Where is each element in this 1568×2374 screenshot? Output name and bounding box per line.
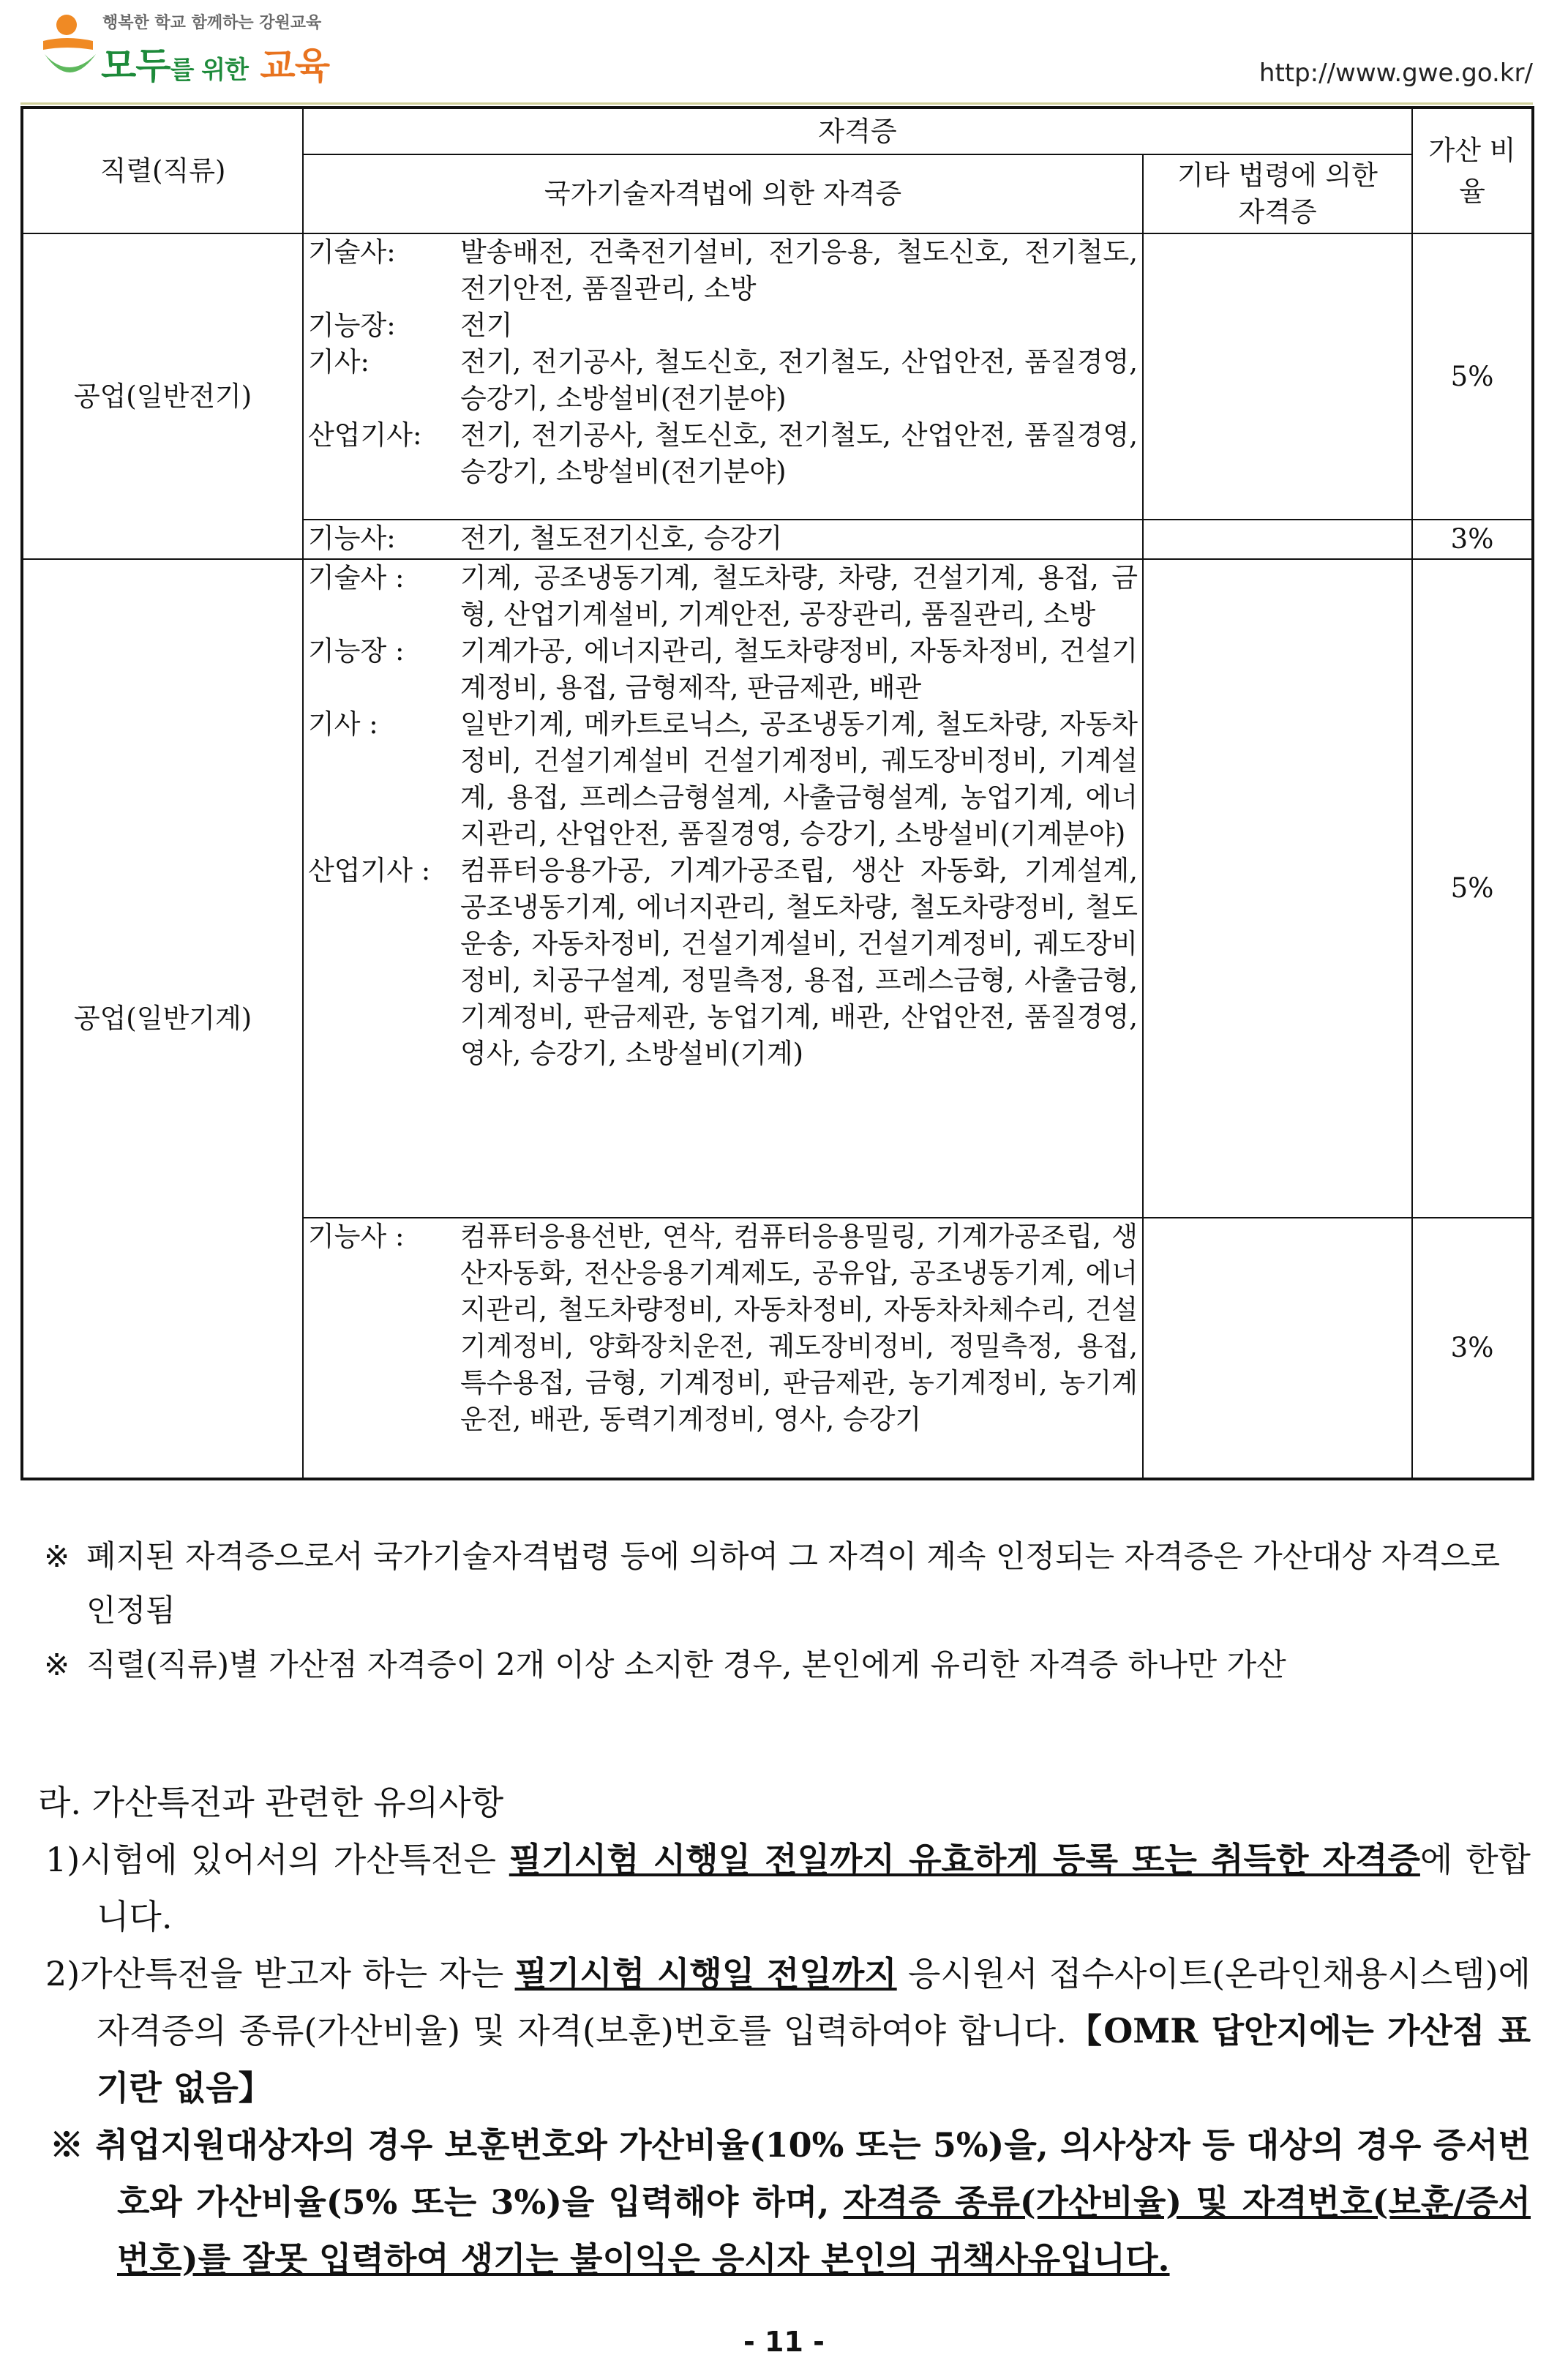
header-divider [20, 102, 1533, 105]
cert-list [303, 559, 1143, 1218]
cert-row: 기술사: 발송배전, 건축전기설비, 전기응용, 철도신호, 전기철도, 전기안전, 품질관리, 소방 [308, 236, 1138, 304]
header-bonus-rate: 가산 비율 [1412, 108, 1533, 233]
other-cert-cell [1143, 233, 1412, 520]
bonus-rate: 5% [1412, 559, 1533, 1218]
cert-list [303, 233, 1143, 520]
notice-item-2: 2)가산특전을 받고자 하는 자는 필기시험 시행일 전일까지 응시원서 접수사이트(온라인채용시스템)에 자격증의 종류(가산비율) 및 자격(보훈)번호를 입력하여야 합니다.【OMR 답안지에는 가산점 표기란 없음】 [45, 1954, 1531, 2108]
cert-row: 기능사 : 컴퓨터응용선반, 연삭, 컴퓨터응용밀링, 기계가공조립, 생산자동화, 전산응용기계제도, 공유압, 공조냉동기계, 에너지관리, 철도차량정비, 자동차정비, 자동차차체수리, 건설기계정비, 양화장치운전, 궤도장비정비, 정밀측정, 용접, 특수용접, 금형, 기계정비, 판금제관, 농기계정비, 농기계운전, 배관, 동력기계정비, 영사, 승강기 [308, 1221, 1138, 1435]
other-cert-cell [1143, 520, 1412, 559]
table-notes [44, 1529, 1537, 1692]
cert-row: 산업기사: 전기, 전기공사, 철도신호, 전기철도, 산업안전, 품질경영, 승강기, 소방설비(전기분야) [308, 419, 1138, 487]
bonus-rate: 3% [1412, 1218, 1533, 1479]
logo-wordmark: 모두를 위한 교육 [101, 45, 330, 87]
cert-row: 기능장 : 기계가공, 에너지관리, 철도차량정비, 자동차정비, 건설기계정비, 용접, 금형제작, 판금제관, 배관 [308, 635, 1138, 703]
cert-row: 기사 : 일반기계, 메카트로닉스, 공조냉동기계, 철도차량, 자동차정비, 건설기계설비 건설기계정비, 궤도장비정비, 기계설계, 용접, 프레스금형설계, 사출금형설계, 농업기계, 에너지관리, 산업안전, 품질경영, 승강기, 소방설비(기계분야) [308, 708, 1138, 850]
cert-row: 기사: 전기, 전기공사, 철도신호, 전기철도, 산업안전, 품질경영, 승강기, 소방설비(전기분야) [308, 346, 1138, 414]
cert-row: 기능사: 전기, 철도전기신호, 승강기 [308, 523, 783, 554]
note-item: ※ 직렬(직류)별 가산점 자격증이 2개 이상 소지한 경우, 본인에게 유리한 자격증 하나만 가산 [44, 1647, 1286, 1682]
cert-row: 기술사 : 기계, 공조냉동기계, 철도차량, 차량, 건설기계, 용접, 금형, 산업기계설비, 기계안전, 공장관리, 품질관리, 소방 [308, 562, 1138, 630]
page-number: - 11 - [743, 2326, 825, 2358]
bonus-notice-section [38, 1774, 1531, 2288]
bonus-rate: 3% [1412, 520, 1533, 559]
bonus-rate: 5% [1412, 233, 1533, 520]
header-national-cert: 국가기술자격법에 의한 자격증 [303, 154, 1143, 233]
other-cert-cell [1143, 559, 1412, 1218]
job-category-electrical: 공업(일반전기) [22, 233, 303, 559]
other-cert-cell [1143, 1218, 1412, 1479]
header-certificate: 자격증 [303, 108, 1412, 154]
notice-item-1: 1)시험에 있어서의 가산특전은 필기시험 시행일 전일까지 유효하게 등록 또는 취득한 자격증에 한합니다. [45, 1840, 1531, 1936]
header-url[interactable]: http://www.gwe.go.kr/ [1258, 59, 1533, 88]
cert-row: 기능장: 전기 [308, 310, 513, 341]
job-category-mechanical: 공업(일반기계) [22, 559, 303, 1479]
header-other-cert: 기타 법령에 의한 자격증 [1143, 154, 1412, 233]
note-item: ※ 폐지된 자격증으로서 국가기술자격법령 등에 의하여 그 자격이 계속 인정되는 자격증은 가산대상 자격으로 인정됨 [44, 1538, 1501, 1628]
notice-warning: ※ 취업지원대상자의 경우 보훈번호와 가산비율(10% 또는 5%)을, 의사상자 등 대상의 경우 증서번호와 가산비율(5% 또는 3%)을 입력해야 하며, 자격증 종류(가산비율) 및 자격번호(보훈/증서번호)를 잘못 입력하여 생기는 불이익은 응시자 본인의 귀책사유입니다. [50, 2125, 1531, 2279]
qualification-table [20, 106, 1534, 1480]
cert-row: 산업기사 : 컴퓨터응용가공, 기계가공조립, 생산 자동화, 기계설계, 공조냉동기계, 에너지관리, 철도차량, 철도차량정비, 철도운송, 자동차정비, 건설기계설비, 건설기계정비, 궤도장비정비, 치공구설계, 정밀측정, 용접, 프레스금형, 사출금형, 기계정비, 판금제관, 농업기계, 배관, 산업안전, 품질경영, 영사, 승강기, 소방설비(기계) [308, 855, 1138, 1069]
cert-list [303, 1218, 1143, 1479]
cert-list [303, 520, 1143, 559]
section-title: 라. 가산특전과 관련한 유의사항 [38, 1783, 504, 1822]
header-job-category: 직렬(직류) [22, 108, 303, 233]
logo-slogan: 행복한 학교 함께하는 강원교육 [102, 14, 322, 32]
